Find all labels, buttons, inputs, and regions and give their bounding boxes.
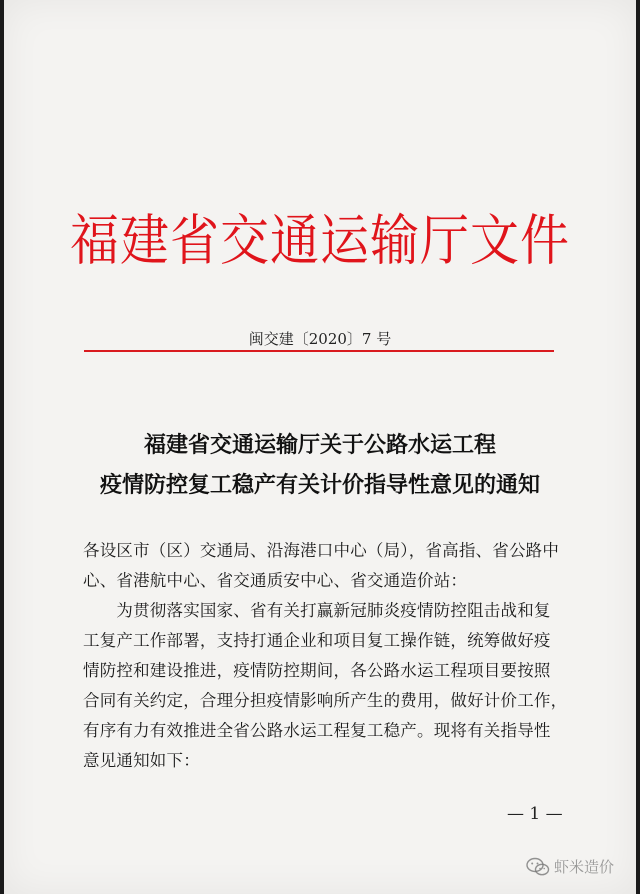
body-line: 意见通知如下： — [83, 751, 200, 770]
notice-title-line2: 疫情防控复工稳产有关计价指导性意见的通知 — [99, 472, 540, 498]
notice-title-line1: 福建省交通运输厅关于公路水运工程 — [143, 432, 496, 458]
watermark-text: 虾米造价 — [554, 858, 615, 876]
body-line: 合同有关约定，合理分担疫情影响所产生的费用，做好计价工作， — [83, 691, 568, 710]
body-line: 各设区市（区）交通局、沿海港口中心（局），省高指、省公路中 — [83, 541, 560, 560]
body-line: 心、省港航中心、省交通质安中心、省交通造价站： — [83, 571, 468, 590]
body-line: 情防控和建设推进，疫情防控期间，各公路水运工程项目要按照 — [83, 661, 551, 680]
watermark — [526, 856, 614, 877]
document-header-title: 福建省交通运输厅文件 — [69, 209, 570, 274]
wechat-icon — [526, 857, 550, 877]
page-number: — 1 — — [507, 804, 563, 824]
header-red-rule — [84, 350, 554, 352]
body-line: 为贯彻落实国家、省有关打赢新冠肺炎疫情防控阻击战和复 — [83, 601, 551, 620]
body-line: 工复产工作部署，支持打通企业和项目复工操作链，统筹做好疫 — [83, 631, 551, 650]
body-line: 有序有力有效推进全省公路水运工程复工稳产。现将有关指导性 — [83, 721, 551, 740]
document-number: 闽交建〔2020〕7 号 — [248, 330, 392, 348]
document-page — [4, 0, 636, 894]
